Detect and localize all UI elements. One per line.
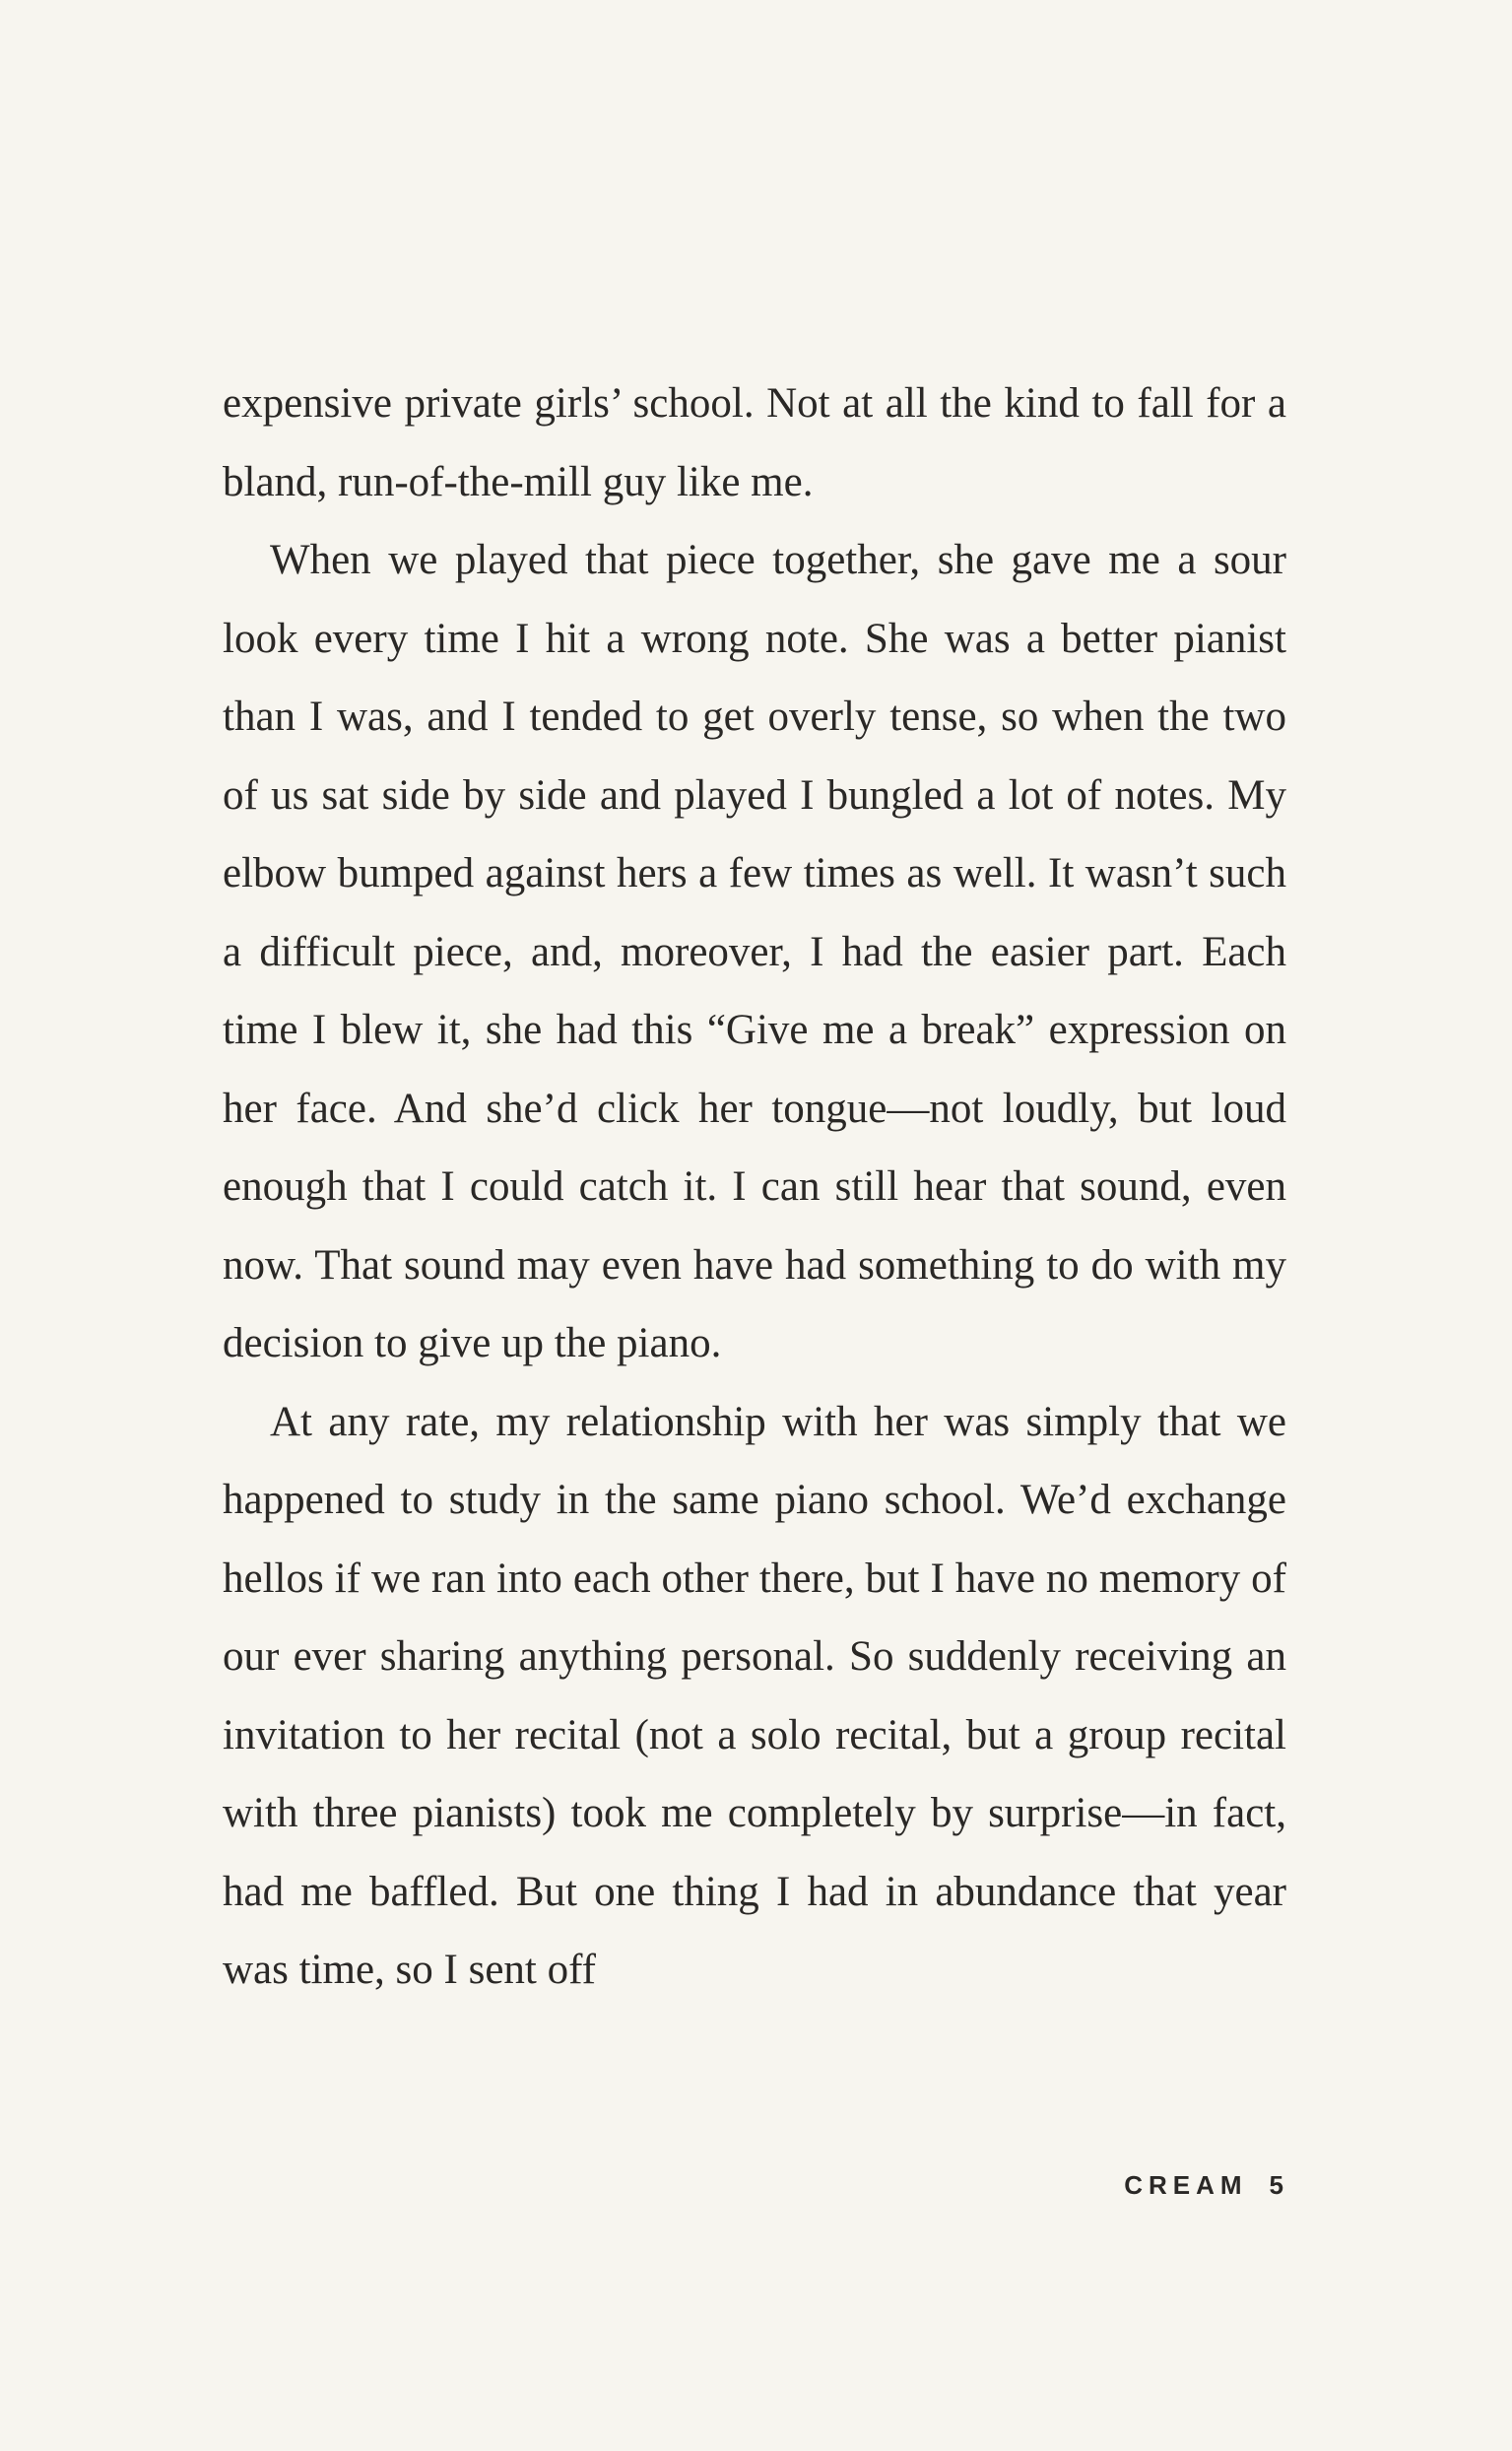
paragraph-1: expensive private girls’ school. Not at all the kind to fall for a bland, run-of-the-mill guy like me. <box>223 380 1286 505</box>
running-title: CREAM <box>1124 2170 1248 2200</box>
paragraph-2: When we played that piece together, she gave me a sour look every time I hit a wrong note. She was a better pianist than I was, and I tended to get overly tense, so when the two of us sat side by side and played I bungled a lot of notes. My elbow bumped against hers a few times as well. It wasn’t such a difficult piece, and, moreover, I had the easier part. Each time I blew it, she had this “Give me a break” expression on her face. And she’d click her tongue—not loudly, but loud enough that I could catch it. I can still hear that sound, even now. That sound may even have had something to do with my decision to give up the piano. <box>223 537 1286 1366</box>
body-text <box>223 364 1286 2010</box>
paragraph-3: At any rate, my relationship with her was simply that we happened to study in the same piano school. We’d exchange hellos if we ran into each other there, but I have no memory of our ever sharing anything personal. So suddenly receiving an invitation to her recital (not a solo recital, but a group recital with three pianists) took me completely by surprise—in fact, had me baffled. But one thing I had in abundance that year was time, so I sent off <box>223 1398 1286 1993</box>
running-footer <box>1124 2170 1283 2201</box>
page-number: 5 <box>1269 2170 1283 2200</box>
